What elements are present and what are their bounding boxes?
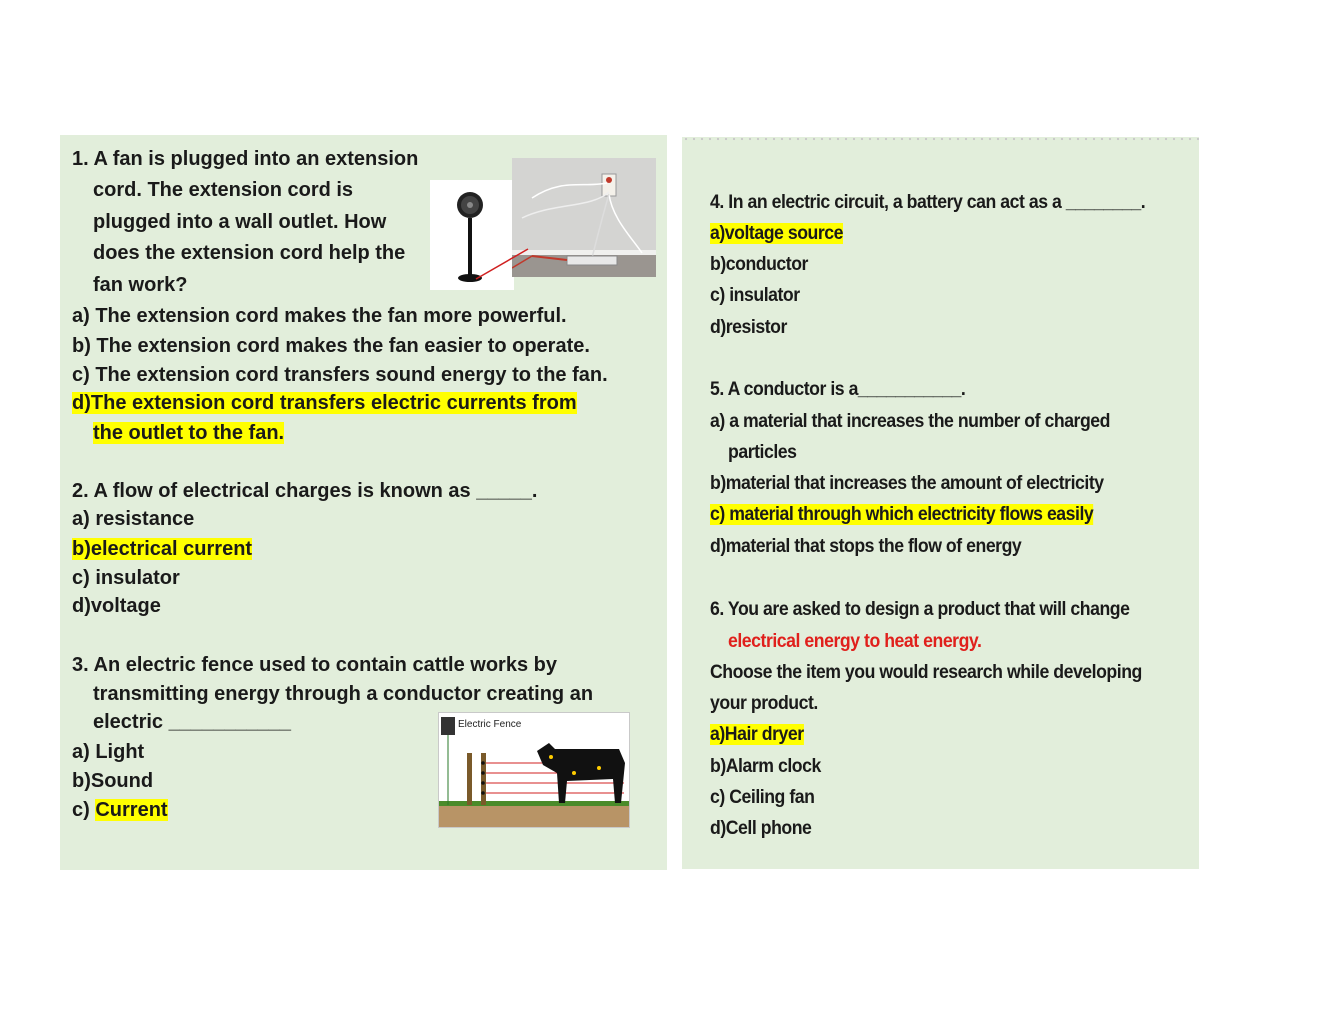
q6-option-d: d)Cell phone bbox=[710, 818, 812, 839]
q4-answer: a)voltage source bbox=[710, 223, 843, 244]
q1-stem-line-4: does the extension cord help the bbox=[93, 242, 406, 264]
q5-option-a-line-2: particles bbox=[728, 442, 797, 463]
left-question-panel bbox=[60, 135, 667, 870]
fence-image-label: Electric Fence bbox=[458, 719, 522, 730]
q5-stem: 5. A conductor is a___________. bbox=[710, 379, 966, 400]
q4-option-d: d)resistor bbox=[710, 317, 787, 338]
q3-option-b: b)Sound bbox=[72, 770, 154, 792]
q5-option-c bbox=[710, 503, 1093, 527]
q5-option-a-line-1: a) a material that increases the number of charged bbox=[710, 411, 1110, 432]
q2-stem: 2. A flow of electrical charges is known as _____. bbox=[72, 480, 538, 502]
q6-instruction-line-1: Choose the item you would research while developing bbox=[710, 662, 1142, 683]
q1-answer-prefix: d) bbox=[72, 392, 91, 414]
q6-option-a bbox=[710, 723, 804, 747]
q6-stem-red: electrical energy to heat energy. bbox=[728, 631, 982, 652]
q6-stem: 6. You are asked to design a product that will change bbox=[710, 599, 1130, 620]
q4-option-c: c) insulator bbox=[710, 285, 800, 306]
q5-answer: c) material through which electricity flows easily bbox=[710, 504, 1094, 525]
q5-option-d: d)material that stops the flow of energy bbox=[710, 536, 1022, 557]
q5-option-b: b)material that increases the amount of electricity bbox=[710, 473, 1104, 494]
extension-cord-image bbox=[512, 158, 656, 277]
q3-stem-line-3: electric ___________ bbox=[93, 711, 291, 733]
q1-option-d bbox=[72, 391, 577, 415]
q3-stem-line-2: transmitting energy through a conductor creating an bbox=[93, 683, 594, 705]
q2-option-d: d)voltage bbox=[72, 595, 161, 617]
q1-stem-line-3: plugged into a wall outlet. How bbox=[93, 211, 387, 233]
dotted-border bbox=[682, 137, 1199, 141]
right-question-panel bbox=[682, 137, 1199, 869]
q2-option-b bbox=[72, 537, 252, 561]
q3-stem-line-1: 3. An electric fence used to contain cattle works by bbox=[72, 654, 557, 676]
q1-stem-line-2: cord. The extension cord is bbox=[93, 179, 354, 201]
q6-option-c: c) Ceiling fan bbox=[710, 787, 815, 808]
q1-answer-line-2: the outlet to the fan. bbox=[93, 422, 285, 444]
q1-option-c: c) The extension cord transfers sound energy to the fan. bbox=[72, 364, 608, 386]
q1-option-d-cont bbox=[93, 421, 284, 445]
q3-option-c-prefix: c) bbox=[72, 799, 96, 821]
q1-stem-line-1: 1. A fan is plugged into an extension bbox=[72, 148, 419, 170]
q3-answer: Current bbox=[95, 799, 168, 821]
q3-option-c bbox=[72, 798, 168, 822]
q1-option-a: a) The extension cord makes the fan more powerful. bbox=[72, 305, 567, 327]
q1-stem-line-5: fan work? bbox=[93, 274, 188, 296]
q4-stem: 4. In an electric circuit, a battery can act as a ________. bbox=[710, 192, 1146, 213]
q1-option-b: b) The extension cord makes the fan easier to operate. bbox=[72, 335, 590, 357]
q6-answer: a)Hair dryer bbox=[710, 724, 804, 745]
q3-option-a: a) Light bbox=[72, 741, 145, 763]
q6-option-b: b)Alarm clock bbox=[710, 756, 821, 777]
fan-connector-line bbox=[472, 245, 532, 285]
q2-answer: b)electrical current bbox=[72, 538, 253, 560]
electric-fence-image bbox=[438, 712, 630, 828]
q2-option-a: a) resistance bbox=[72, 508, 195, 530]
q4-option-b: b)conductor bbox=[710, 254, 808, 275]
q6-instruction-line-2: your product. bbox=[710, 693, 818, 714]
q4-option-a bbox=[710, 222, 843, 246]
q2-option-c: c) insulator bbox=[72, 567, 180, 589]
q1-answer-line-1: The extension cord transfers electric currents from bbox=[90, 392, 577, 414]
